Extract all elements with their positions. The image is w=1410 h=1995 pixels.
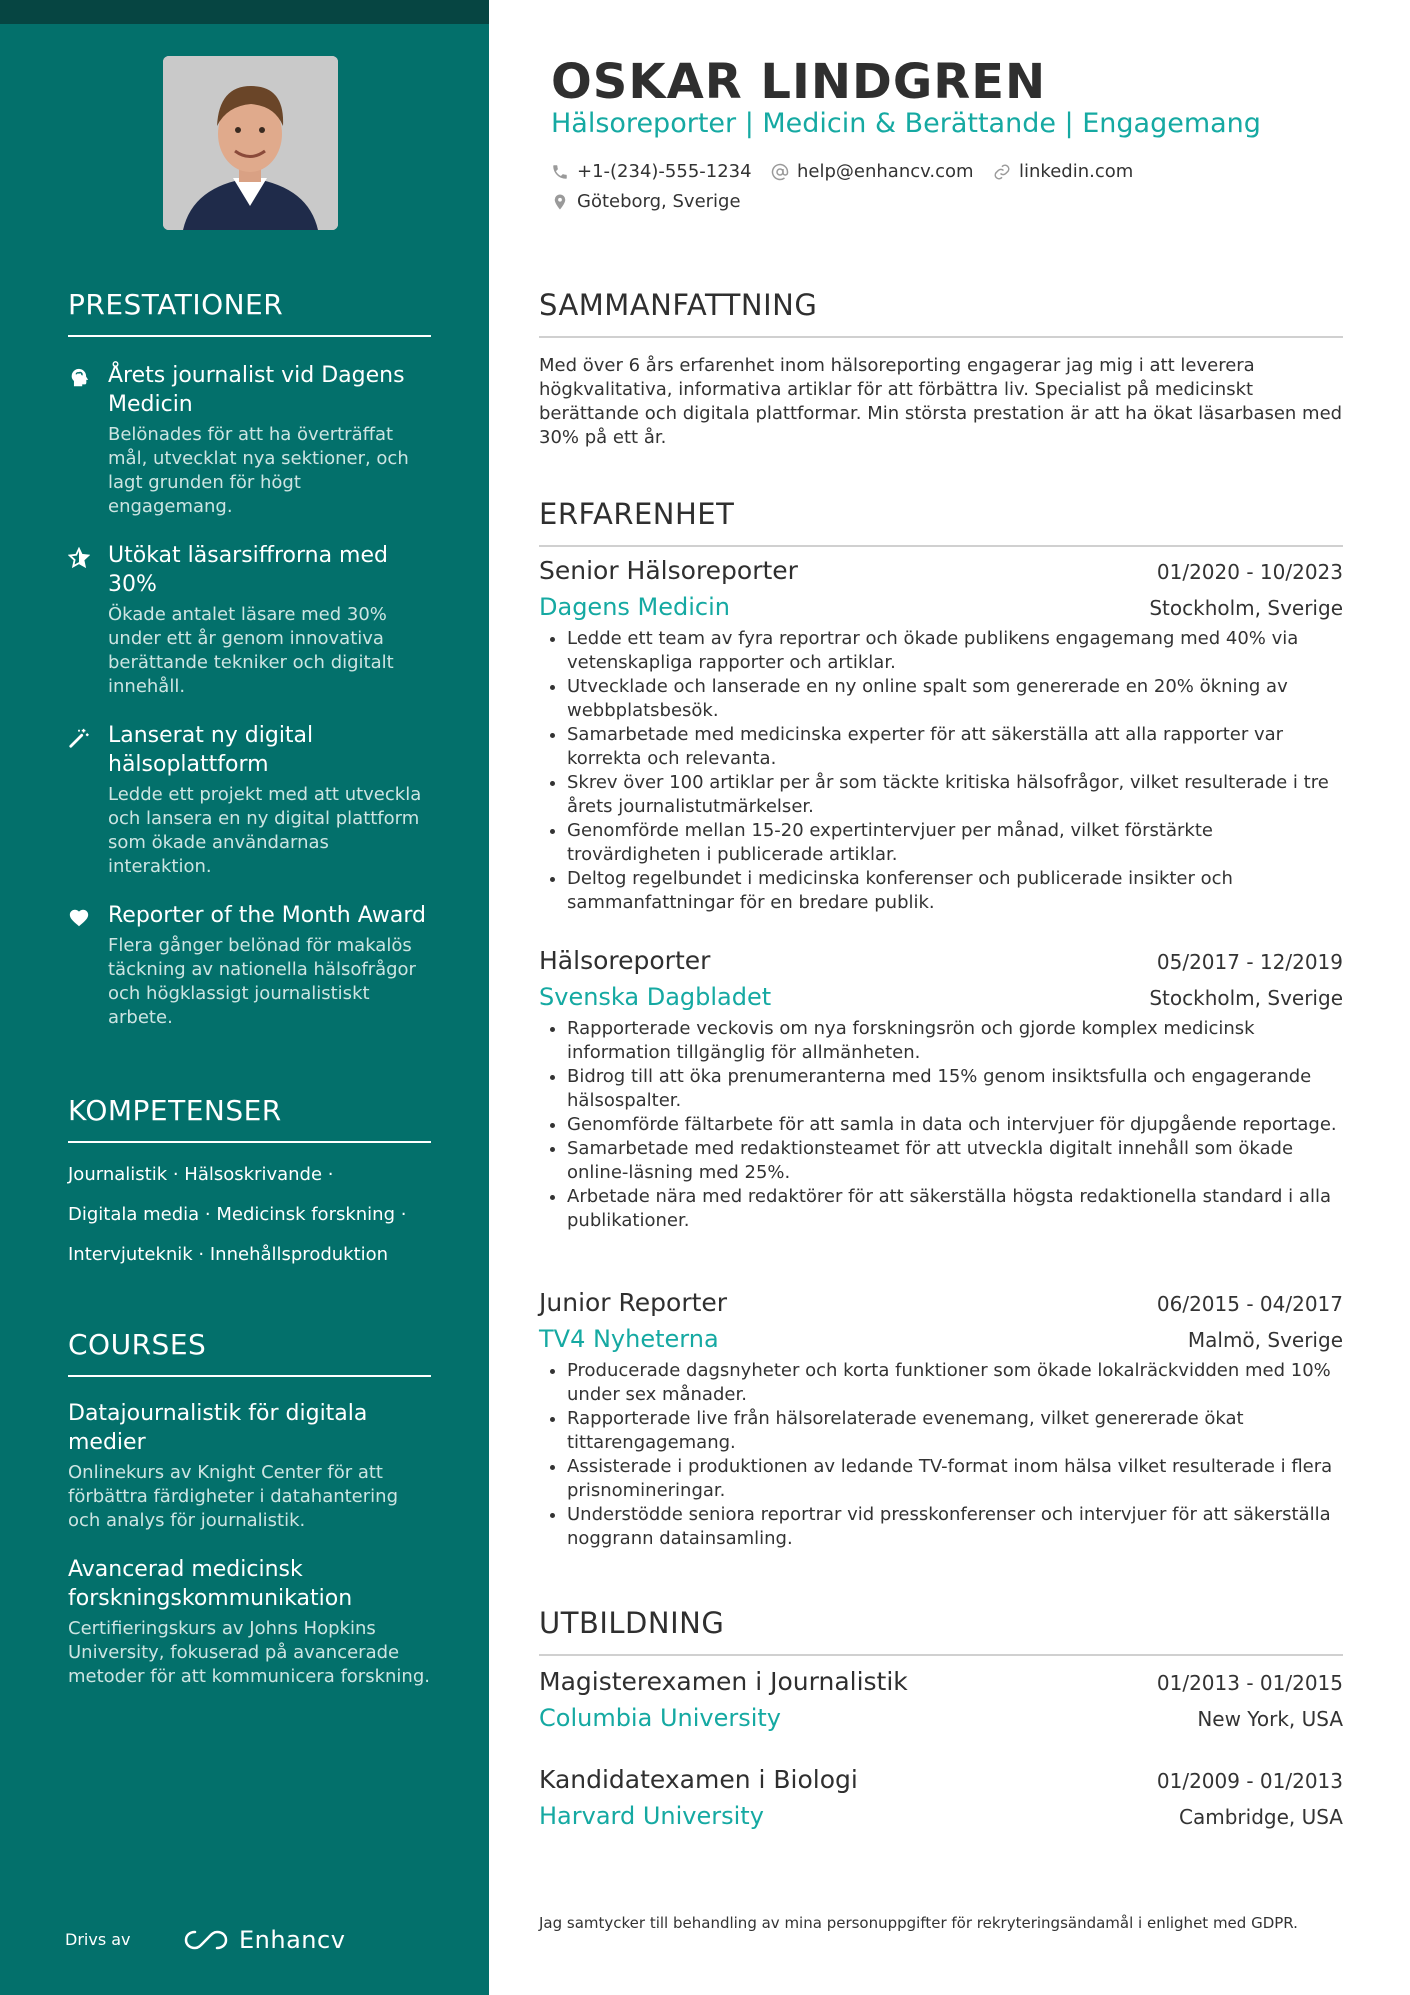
education-dates: 01/2013 - 01/2015 xyxy=(1156,1671,1343,1695)
job-location: Malmö, Sverige xyxy=(1187,1328,1343,1352)
job-location: Stockholm, Sverige xyxy=(1149,596,1343,620)
company-name: TV4 Nyheterna xyxy=(539,1325,719,1353)
skills-heading: KOMPETENSER xyxy=(68,1094,431,1143)
at-icon xyxy=(771,163,789,181)
skills-line: Digitala media · Medicinsk forskning · xyxy=(68,1204,407,1225)
course-desc: Certifieringskurs av Johns Hopkins University, fokuserad på avancerade metoder för att kommunicera forskning. xyxy=(68,1618,430,1687)
bullet-item: • Bidrog till att öka prenumeranterna med 15% genom insiktsfulla och engagerande hälsospalter. xyxy=(567,1065,1343,1113)
bullet-item: • Understödde seniora reportrar vid presskonferenser och intervjuer för att säkerställa noggrann datainsamling. xyxy=(567,1503,1343,1551)
company-name: Dagens Medicin xyxy=(539,593,730,621)
degree-title: Magisterexamen i Journalistik xyxy=(539,1667,908,1696)
achievement-desc: Ledde ett projekt med att utveckla och lansera en ny digital plattform som ökade användarnas interaktion. xyxy=(108,784,422,877)
gdpr-consent: Jag samtycker till behandling av mina personuppgifter för rekryteringsändamål i enlighet med GDPR. xyxy=(539,1914,1298,1932)
bullet-item: • Arbetade nära med redaktörer för att säkerställa högsta redaktionella standard i alla publikationer. xyxy=(567,1185,1343,1233)
summary-heading: SAMMANFATTNING xyxy=(539,288,1343,338)
courses-heading: COURSES xyxy=(68,1328,431,1377)
job-title: Hälsoreporter xyxy=(539,946,711,975)
course-title: Datajournalistik för digitala medier xyxy=(68,1401,368,1455)
bullet-item: • Rapporterade live från hälsorelaterade evenemang, vilket genererade ökat tittarengagemang. xyxy=(567,1407,1343,1455)
contact-phone[interactable] xyxy=(551,161,752,182)
education-entry xyxy=(539,1667,1343,1732)
job-dates: 01/2020 - 10/2023 xyxy=(1156,560,1343,584)
school-name: Columbia University xyxy=(539,1704,782,1732)
job-entry xyxy=(539,556,1343,915)
linkedin-text: linkedin.com xyxy=(1019,161,1134,182)
job-entry xyxy=(539,1288,1343,1551)
bullet-item: • Samarbetade med medicinska experter för att säkerställa att alla rapporter var korrekta och relevanta. xyxy=(567,723,1343,771)
location-text: Göteborg, Sverige xyxy=(577,191,741,212)
bullet-item: • Genomförde fältarbete för att samla in data och intervjuer för djupgående reportage. xyxy=(567,1113,1343,1137)
experience-heading: ERFARENHET xyxy=(539,497,1343,547)
school-location: Cambridge, USA xyxy=(1179,1805,1343,1829)
education-heading: UTBILDNING xyxy=(539,1606,1343,1656)
headline: Hälsoreporter | Medicin & Berättande | Engagemang xyxy=(551,108,1261,139)
bullet-item: • Utvecklade och lanserade en ny online spalt som genererade en 20% ökning av webbplatsbesök. xyxy=(567,675,1343,723)
achievement-item xyxy=(68,721,431,879)
bullet-item: • Genomförde mellan 15-20 expertintervjuer per månad, vilket förstärkte trovärdigheten i publicerade artiklar. xyxy=(567,819,1343,867)
skills-section xyxy=(68,1094,431,1283)
school-location: New York, USA xyxy=(1197,1707,1343,1731)
phone-icon xyxy=(551,163,569,181)
brain-icon xyxy=(68,367,92,391)
bullet-item: • Assisterade i produktionen av ledande TV-format inom hälsa vilket resulterade i flera prisnomineringar. xyxy=(567,1455,1343,1503)
course-item xyxy=(68,1399,431,1533)
powered-by-label: Drivs av xyxy=(65,1930,131,1949)
achievement-desc: Ökade antalet läsare med 30% under ett år genom innovativa berättande tekniker och digitalt innehåll. xyxy=(108,604,394,697)
job-title: Junior Reporter xyxy=(539,1288,728,1317)
contact-location xyxy=(551,191,741,212)
job-title: Senior Hälsoreporter xyxy=(539,556,798,585)
skills-line: Intervjuteknik · Innehållsproduktion xyxy=(68,1244,389,1265)
sidebar xyxy=(0,0,489,1995)
job-location: Stockholm, Sverige xyxy=(1149,986,1343,1010)
course-desc: Onlinekurs av Knight Center för att förbättra färdigheter i datahantering och analys för journalistik. xyxy=(68,1462,398,1531)
course-title: Avancerad medicinsk forskningskommunikation xyxy=(68,1557,353,1611)
phone-text: +1-(234)-555-1234 xyxy=(577,161,752,182)
education-section xyxy=(539,1606,1343,1656)
achievement-title: Reporter of the Month Award xyxy=(108,903,427,928)
achievement-item xyxy=(68,541,431,699)
bullet-item: • Producerade dagsnyheter och korta funktioner som ökade lokalräckvidden med 10% under sex månader. xyxy=(567,1359,1343,1407)
profile-photo xyxy=(163,56,338,230)
enhancv-logo[interactable] xyxy=(183,1926,345,1954)
achievement-title: Lanserat ny digital hälsoplattform xyxy=(108,723,314,777)
job-entry xyxy=(539,946,1343,1233)
link-icon xyxy=(993,163,1011,181)
education-entry xyxy=(539,1765,1343,1830)
degree-title: Kandidatexamen i Biologi xyxy=(539,1765,858,1794)
job-bullets xyxy=(539,1017,1343,1233)
job-bullets xyxy=(539,627,1343,915)
bullet-item: • Deltog regelbundet i medicinska konferenser och publicerade insikter och sammanfattningar för en bredare publik. xyxy=(567,867,1343,915)
education-dates: 01/2009 - 01/2013 xyxy=(1156,1769,1343,1793)
email-text: help@enhancv.com xyxy=(797,161,974,182)
achievement-desc: Belönades för att ha överträffat mål, utvecklat nya sektioner, och lagt grunden för högt engagemang. xyxy=(108,424,409,517)
company-name: Svenska Dagbladet xyxy=(539,983,772,1011)
achievements-heading: PRESTATIONER xyxy=(68,288,431,337)
candidate-name: OSKAR LINDGREN xyxy=(551,54,1047,110)
job-dates: 06/2015 - 04/2017 xyxy=(1156,1292,1343,1316)
location-pin-icon xyxy=(551,193,569,211)
school-name: Harvard University xyxy=(539,1802,764,1830)
enhancv-logo-icon xyxy=(183,1928,229,1952)
achievement-title: Utökat läsarsiffrorna med 30% xyxy=(108,543,388,597)
achievement-item xyxy=(68,361,431,519)
course-item xyxy=(68,1555,431,1689)
bullet-item: • Skrev över 100 artiklar per år som täckte kritiska hälsofrågor, vilket resulterade i tre årets journalistutmärkelser. xyxy=(567,771,1343,819)
achievement-title: Årets journalist vid Dagens Medicin xyxy=(108,363,405,417)
sidebar-top-bar xyxy=(0,0,489,24)
contact-email[interactable] xyxy=(771,161,974,182)
achievement-item xyxy=(68,901,431,1030)
summary-text: Med över 6 års erfarenhet inom hälsoreporting engagerar jag mig i att leverera högkvalitativa, informativa artiklar för att förbättra liv. Specialist på medicinskt berättande och digitala plattformar. Min största prestation är att ha ökat läsarbasen med 30% på ett år. xyxy=(539,355,1343,448)
contact-linkedin[interactable] xyxy=(993,161,1133,182)
enhancv-logo-text: Enhancv xyxy=(239,1926,346,1954)
magic-wand-icon xyxy=(68,727,92,751)
bullet-item: • Ledde ett team av fyra reportrar och ökade publikens engagemang med 40% via vetenskapliga rapporter och artiklar. xyxy=(567,627,1343,675)
achievements-section xyxy=(68,288,431,1030)
skills-line: Journalistik · Hälsoskrivande · xyxy=(68,1164,334,1185)
job-dates: 05/2017 - 12/2019 xyxy=(1156,950,1343,974)
job-bullets xyxy=(539,1359,1343,1551)
bullet-item: • Rapporterade veckovis om nya forskningsrön och gjorde komplex medicinsk information tillgänglig för allmänheten. xyxy=(567,1017,1343,1065)
star-icon xyxy=(68,547,92,571)
bullet-item: • Samarbetade med redaktionsteamet för att utveckla digitalt innehåll som ökade online-läsning med 25%. xyxy=(567,1137,1343,1185)
experience-section xyxy=(539,497,1343,547)
achievement-desc: Flera gånger belönad för makalös täckning av nationella hälsofrågor och högklassigt journalistiskt arbete. xyxy=(108,935,416,1028)
summary-section xyxy=(539,288,1343,450)
courses-section xyxy=(68,1328,431,1689)
heart-icon xyxy=(68,907,92,931)
